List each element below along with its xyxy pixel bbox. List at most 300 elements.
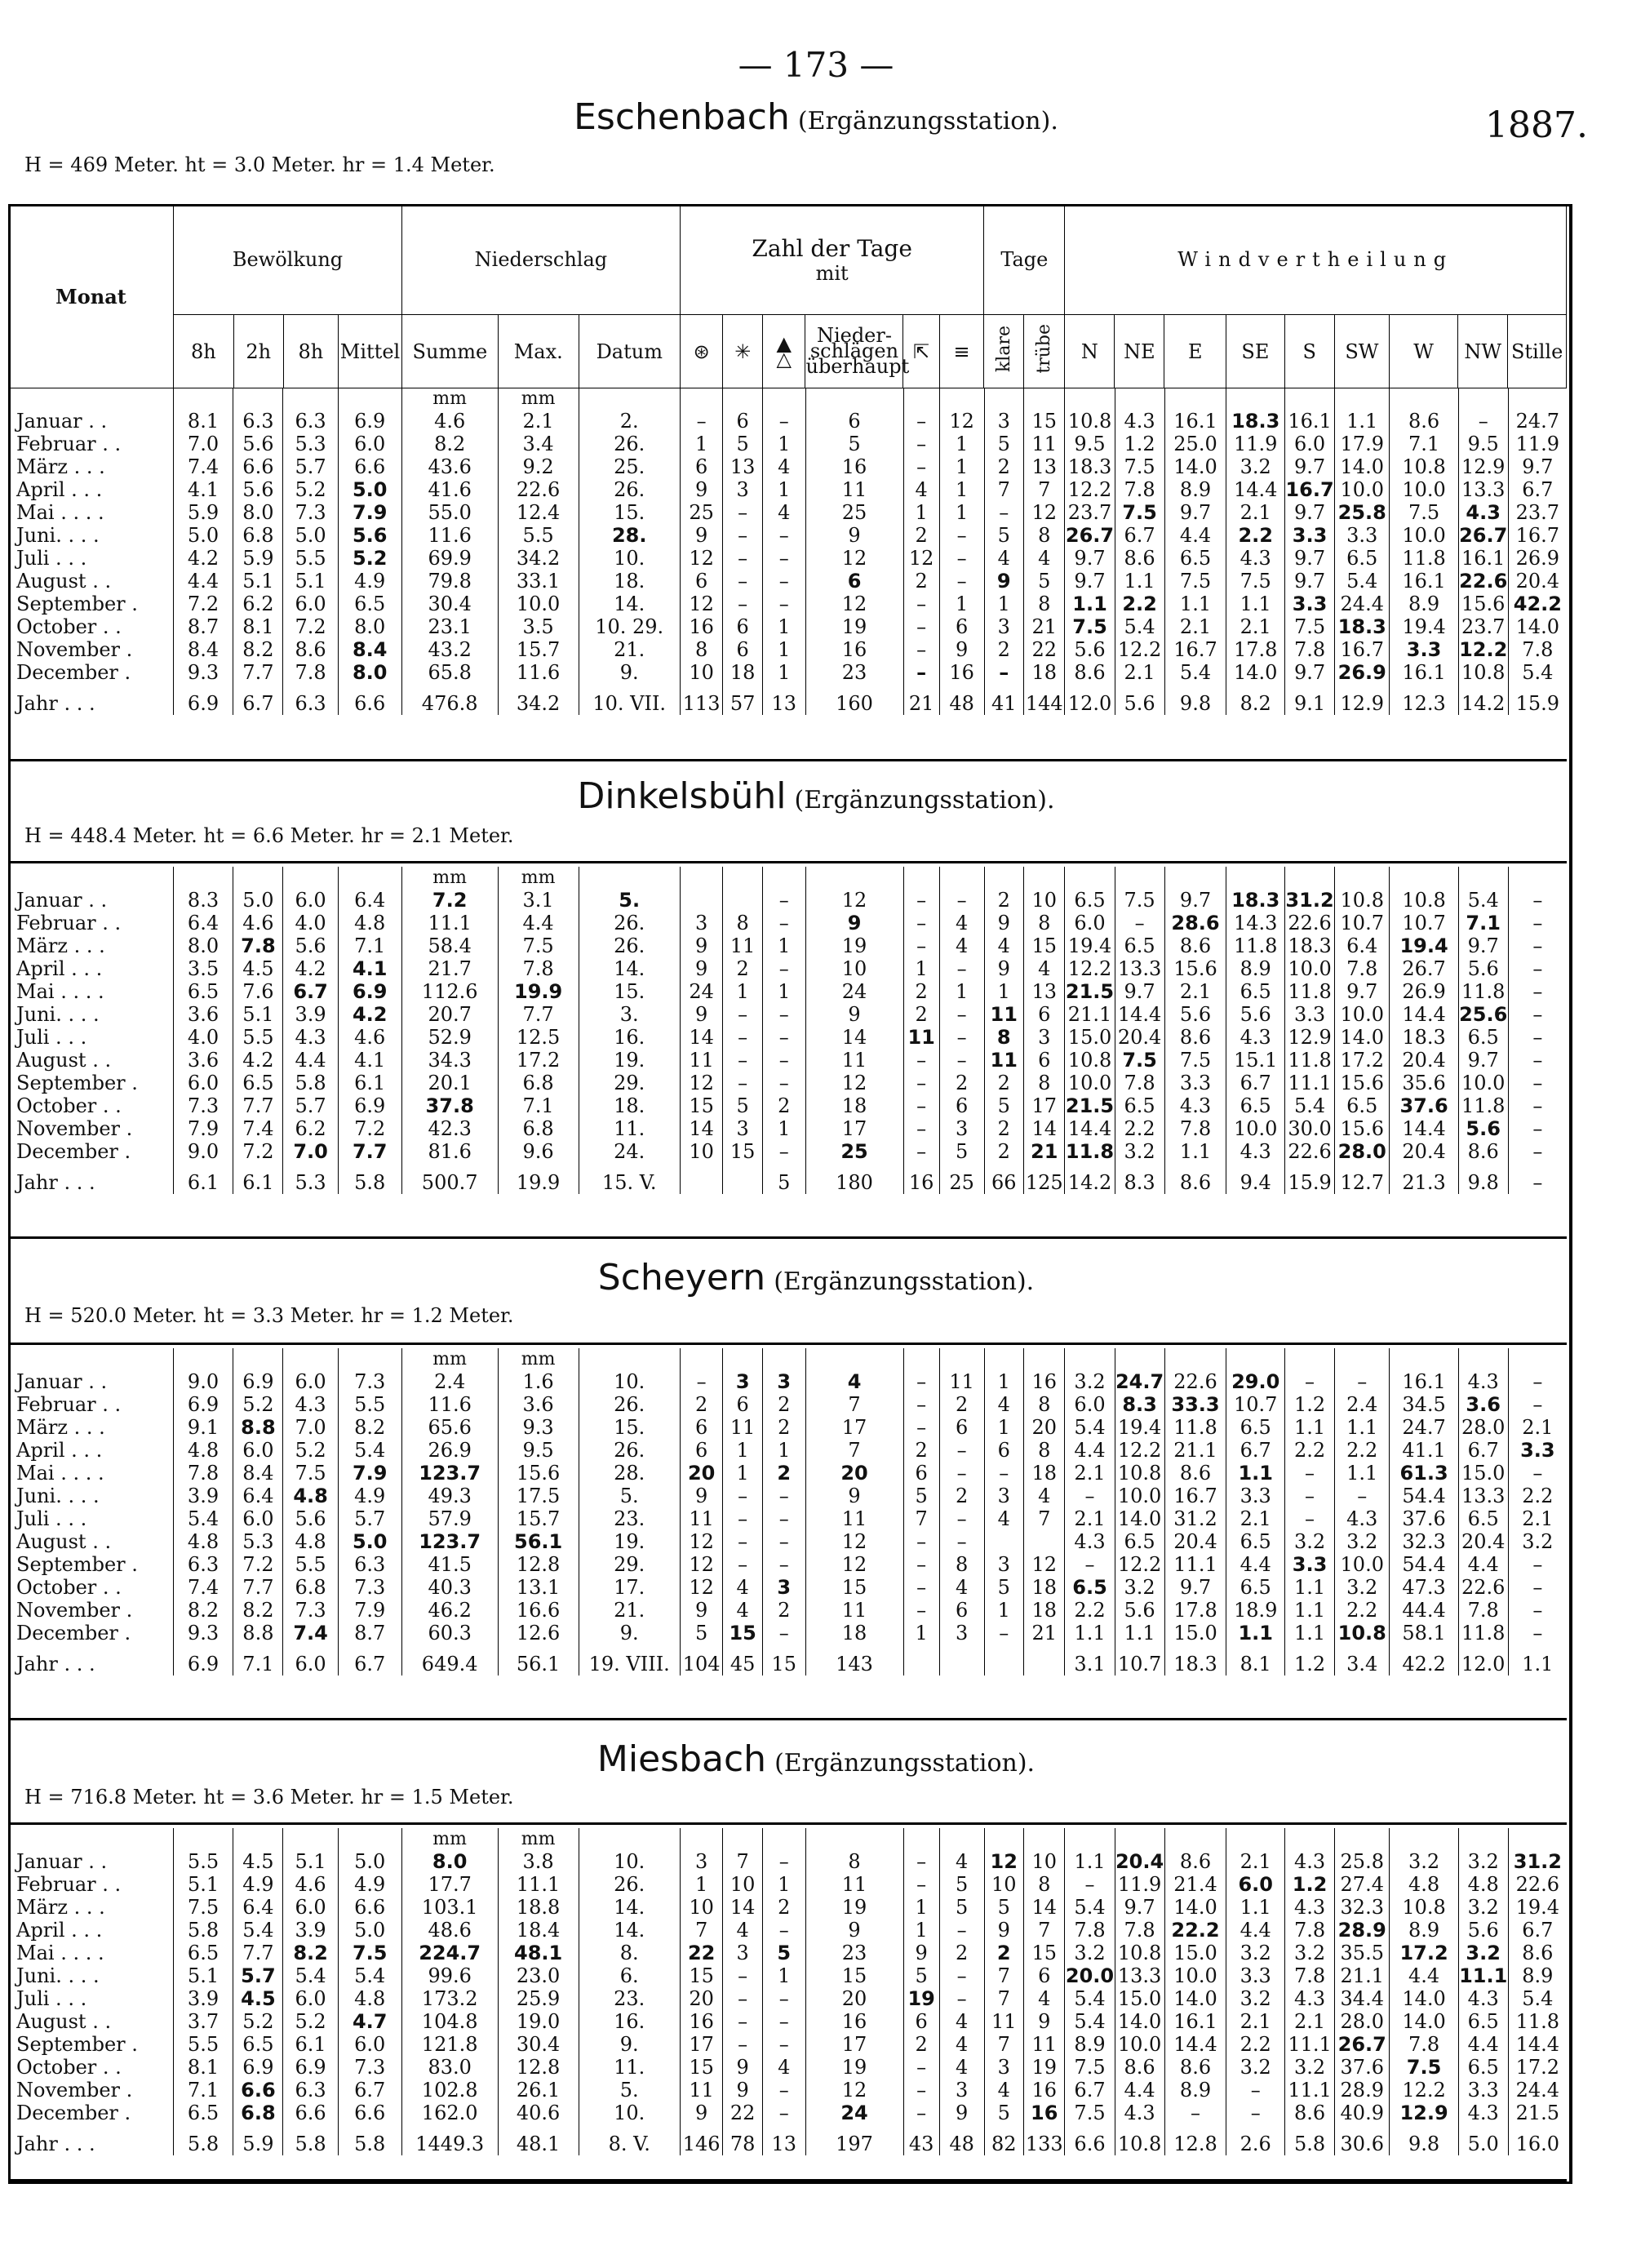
table-cell: 19. xyxy=(579,1049,680,1072)
table-cell: 10.8 xyxy=(1458,661,1508,684)
table-cell: – xyxy=(762,1987,805,2010)
emphasized-value: 12 xyxy=(990,1850,1018,1873)
emphasized-value: 22 xyxy=(687,1942,716,1964)
table-cell: 12 xyxy=(680,1530,723,1553)
table-cell: 2.1 xyxy=(1226,2010,1285,2033)
table-cell: 7.1 xyxy=(233,1644,283,1675)
table-cell xyxy=(233,1987,283,2010)
table-cell: 7.5 xyxy=(1164,1049,1226,1072)
emphasized-value: 8.3 xyxy=(1122,1393,1157,1416)
table-cell: 4 xyxy=(1023,957,1065,980)
table-cell: 20.4 xyxy=(1390,1049,1458,1072)
emphasized-value: 5.6 xyxy=(1466,1117,1501,1140)
table-row xyxy=(8,934,1567,957)
table-cell: – xyxy=(903,1873,939,1896)
month-label: Februar . . xyxy=(16,912,122,934)
table-cell: 7.3 xyxy=(283,1599,338,1622)
table-cell: 5.8 xyxy=(338,2124,401,2155)
table-cell xyxy=(723,889,762,912)
table-row xyxy=(8,433,1567,455)
table-cell: 4 xyxy=(939,2010,984,2033)
table-cell: 2 xyxy=(984,1072,1023,1094)
table-cell: – xyxy=(1065,1873,1115,1896)
table-cell: 10.8 xyxy=(1065,410,1115,433)
table-cell: 41.5 xyxy=(401,1553,498,1576)
table-cell xyxy=(1458,570,1508,593)
table-row xyxy=(8,1942,1567,1964)
table-cell: – xyxy=(762,1622,805,1644)
table-cell: – xyxy=(723,1072,762,1094)
table-cell: – xyxy=(762,547,805,570)
table-cell: 8. xyxy=(579,1942,680,1964)
table-cell: 3.2 xyxy=(1285,1530,1335,1553)
table-cell: 12 xyxy=(1023,501,1065,524)
table-cell: 3.3 xyxy=(1335,524,1390,547)
table-cell: 11.9 xyxy=(1115,1873,1164,1896)
table-cell: 9.7 xyxy=(1164,1576,1226,1599)
table-cell: 8 xyxy=(1023,1439,1065,1462)
table-cell: 23. xyxy=(579,1987,680,2010)
table-cell: – xyxy=(1285,1507,1335,1530)
table-cell: 16 xyxy=(805,2010,903,2033)
unit-cell xyxy=(338,388,401,410)
table-cell: 5.4 xyxy=(1115,615,1164,638)
table-cell: 12.2 xyxy=(1115,1439,1164,1462)
table-cell: 4.3 xyxy=(1115,410,1164,433)
table-cell xyxy=(338,524,401,547)
table-cell: 25.8 xyxy=(1335,1850,1390,1873)
table-cell: – xyxy=(680,1370,723,1393)
table-cell xyxy=(680,1942,723,1964)
table-cell: – xyxy=(903,889,939,912)
table-cell: 13 xyxy=(1023,980,1065,1003)
table-cell: 5.4 xyxy=(1164,661,1226,684)
table-cell: 16 xyxy=(1023,2079,1065,2102)
table-row xyxy=(8,2102,1567,2124)
table-cell: 8.8 xyxy=(233,1622,283,1644)
klare-label: klare xyxy=(993,325,1014,373)
table-cell: 8.1 xyxy=(233,615,283,638)
table-row xyxy=(8,455,1567,478)
table-cell: – xyxy=(723,1987,762,2010)
table-cell: 57.9 xyxy=(401,1507,498,1530)
unit-cell xyxy=(8,1828,173,1850)
emphasized-value: 123.7 xyxy=(419,1530,481,1553)
table-cell: 2 xyxy=(939,1393,984,1416)
table-row xyxy=(8,661,1567,684)
table-cell: 4.9 xyxy=(338,570,401,593)
table-cell: 1 xyxy=(762,478,805,501)
emphasized-value: 7.5 xyxy=(1072,615,1107,638)
table-cell: 6.9 xyxy=(283,2056,338,2079)
table-row xyxy=(8,1072,1567,1094)
table-cell: 7.8 xyxy=(1115,1919,1164,1942)
table-cell: 7.5 xyxy=(1115,889,1164,912)
table-cell: 5.0 xyxy=(283,524,338,547)
emphasized-value: 61.3 xyxy=(1399,1462,1448,1485)
table-cell: 15.6 xyxy=(1335,1072,1390,1094)
emphasized-value: 7.8 xyxy=(241,934,276,957)
table-row xyxy=(8,1439,1567,1462)
table-cell: 5.6 xyxy=(1065,638,1115,661)
unit-cell: mm xyxy=(401,388,498,410)
table-cell: 3.9 xyxy=(283,1919,338,1942)
table-cell: 6.5 xyxy=(1226,1530,1285,1553)
emphasized-value: 7.9 xyxy=(352,501,388,524)
table-cell: 41 xyxy=(984,684,1023,715)
table-cell: 5. xyxy=(579,2079,680,2102)
table-cell: 4.9 xyxy=(338,1873,401,1896)
table-cell: 15.9 xyxy=(1285,1163,1335,1194)
table-cell: 11 xyxy=(723,934,762,957)
table-cell xyxy=(984,1049,1023,1072)
table-row xyxy=(8,912,1567,934)
table-cell: – xyxy=(1458,410,1508,433)
unit-cell xyxy=(984,867,1023,889)
table-cell: 48 xyxy=(939,2124,984,2155)
col-wind-n: N xyxy=(1065,315,1115,388)
table-cell: 2.1 xyxy=(1065,1507,1115,1530)
table-cell: 2 xyxy=(680,1393,723,1416)
year-total-row xyxy=(8,684,1567,715)
table-cell: 16.0 xyxy=(1508,2124,1567,2155)
table-cell: 16.7 xyxy=(1164,1485,1226,1507)
month-label: September . xyxy=(16,2033,138,2056)
table-cell xyxy=(903,1026,939,1049)
col-wind-ne: NE xyxy=(1115,315,1164,388)
table-cell: 15 xyxy=(762,1644,805,1675)
table-cell: 2 xyxy=(984,1117,1023,1140)
emphasized-value: 5.2 xyxy=(352,547,388,570)
table-cell: 25. xyxy=(579,455,680,478)
table-cell xyxy=(1458,1964,1508,1987)
unit-row xyxy=(8,867,1567,889)
table-cell: 11 xyxy=(805,1507,903,1530)
table-cell xyxy=(1458,1942,1508,1964)
table-cell: 19 xyxy=(805,615,903,638)
table-cell: 8.6 xyxy=(1164,1850,1226,1873)
table-cell: 18. xyxy=(579,570,680,593)
table-cell xyxy=(1335,1919,1390,1942)
table-cell: 3.2 xyxy=(1065,1942,1115,1964)
table-cell: 18 xyxy=(1023,1599,1065,1622)
unit-cell xyxy=(233,1348,283,1370)
table-cell: 8.4 xyxy=(233,1462,283,1485)
table-cell: 14. xyxy=(579,1919,680,1942)
table-cell: 8 xyxy=(1023,1873,1065,1896)
emphasized-value: 3.6 xyxy=(1466,1393,1501,1416)
table-cell: 9 xyxy=(984,912,1023,934)
table-cell xyxy=(1458,1003,1508,1026)
table-cell: 12 xyxy=(1023,1553,1065,1576)
table-cell: 6 xyxy=(1023,1003,1065,1026)
table-cell: 6.5 xyxy=(173,2102,233,2124)
table-cell: 7.7 xyxy=(498,1003,579,1026)
section-divider xyxy=(8,1236,1567,1239)
table-cell: 1.1 xyxy=(1115,570,1164,593)
table-cell: 5.2 xyxy=(233,1393,283,1416)
table-cell: 7.7 xyxy=(233,1576,283,1599)
table-cell: 12 xyxy=(805,547,903,570)
table-cell: 21.1 xyxy=(1164,1439,1226,1462)
table-cell: – xyxy=(1065,1485,1115,1507)
unit-cell xyxy=(723,388,762,410)
table-cell: 9. xyxy=(579,2033,680,2056)
table-cell: 26. xyxy=(579,934,680,957)
table-cell: 18 xyxy=(1023,1462,1065,1485)
table-cell: 15.9 xyxy=(1508,684,1567,715)
table-cell: 5.4 xyxy=(1065,2010,1115,2033)
table-cell: 12.8 xyxy=(498,1553,579,1576)
table-cell: 14. xyxy=(579,593,680,615)
emphasized-value: 18.3 xyxy=(1337,615,1386,638)
table-cell xyxy=(338,1003,401,1026)
table-cell: 11.1 xyxy=(1285,2079,1335,2102)
table-cell: 4 xyxy=(723,1576,762,1599)
table-cell: 476.8 xyxy=(401,684,498,715)
month-label: September . xyxy=(16,1072,138,1094)
table-cell: 6 xyxy=(903,1462,939,1485)
year-label: Jahr . . . xyxy=(16,2133,95,2155)
table-cell: – xyxy=(903,1140,939,1163)
emphasized-value: – xyxy=(916,661,927,684)
table-row xyxy=(8,524,1567,547)
table-cell: 6.0 xyxy=(1285,433,1335,455)
unit-cell xyxy=(1508,388,1567,410)
table-cell: 1449.3 xyxy=(401,2124,498,2155)
table-cell: 7.5 xyxy=(173,1896,233,1919)
table-cell: 3.2 xyxy=(1226,2056,1285,2079)
table-cell: 9 xyxy=(805,524,903,547)
table-row xyxy=(8,980,1567,1003)
table-cell: 5 xyxy=(984,1094,1023,1117)
table-cell: 4 xyxy=(984,2079,1023,2102)
table-cell: 26. xyxy=(579,1393,680,1416)
table-cell: 34.5 xyxy=(1390,1393,1458,1416)
table-cell: 83.0 xyxy=(401,2056,498,2079)
table-cell: 10.8 xyxy=(1115,1462,1164,1485)
table-cell: 15.0 xyxy=(1164,1942,1226,1964)
table-cell: 11.8 xyxy=(1458,1094,1508,1117)
table-cell: 9.1 xyxy=(173,1416,233,1439)
table-cell: 56.1 xyxy=(498,1644,579,1675)
table-cell xyxy=(1335,1140,1390,1163)
table-cell: – xyxy=(762,593,805,615)
table-cell: 23. xyxy=(579,1507,680,1530)
table-cell: – xyxy=(1508,1599,1567,1622)
table-cell: 3 xyxy=(723,1942,762,1964)
table-cell: 7 xyxy=(723,1850,762,1873)
table-cell: 4 xyxy=(984,934,1023,957)
table-cell: – xyxy=(1508,980,1567,1003)
unit-cell xyxy=(1115,1348,1164,1370)
table-cell: 19.4 xyxy=(1390,615,1458,638)
table-cell: 7.1 xyxy=(498,1094,579,1117)
table-cell: 6.4 xyxy=(233,1896,283,1919)
table-cell: 10.7 xyxy=(1115,1644,1164,1675)
table-cell: – xyxy=(903,2079,939,2102)
table-cell: – xyxy=(903,1553,939,1576)
table-cell: 3.4 xyxy=(1335,1644,1390,1675)
table-cell xyxy=(762,1370,805,1393)
table-cell: 2. xyxy=(579,410,680,433)
unit-cell xyxy=(173,1828,233,1850)
table-cell: 10.7 xyxy=(1390,912,1458,934)
unit-cell xyxy=(903,1348,939,1370)
table-cell: 2 xyxy=(762,1599,805,1622)
table-cell: – xyxy=(762,1485,805,1507)
unit-cell xyxy=(939,388,984,410)
year-total-row xyxy=(8,1644,1567,1675)
table-cell: 8.4 xyxy=(173,638,233,661)
header-zahl-label: Zahl der Tage xyxy=(752,234,912,262)
table-cell: 7.8 xyxy=(1390,2033,1458,2056)
table-cell: 21 xyxy=(903,684,939,715)
station-table-dinkelsbuehl xyxy=(8,867,1567,1194)
table-cell xyxy=(939,1644,984,1675)
table-cell: 8.2 xyxy=(173,1599,233,1622)
unit-cell xyxy=(1115,1828,1164,1850)
unit-cell xyxy=(1023,1828,1065,1850)
emphasized-value: 12.9 xyxy=(1399,2102,1448,2124)
table-cell: 15 xyxy=(805,1576,903,1599)
table-row xyxy=(8,1485,1567,1507)
table-cell: 5.1 xyxy=(173,1873,233,1896)
table-row xyxy=(8,410,1567,433)
table-cell: – xyxy=(939,1439,984,1462)
table-cell: 13.3 xyxy=(1115,1964,1164,1987)
month-label: October . . xyxy=(16,615,122,638)
header-mit-label: mit xyxy=(815,261,849,285)
table-cell: 11.8 xyxy=(1458,980,1508,1003)
table-cell: 5.9 xyxy=(233,547,283,570)
table-cell xyxy=(903,1644,939,1675)
table-cell: 6 xyxy=(805,410,903,433)
table-cell: 18 xyxy=(1023,661,1065,684)
table-cell: – xyxy=(903,433,939,455)
table-cell: 9.7 xyxy=(1508,455,1567,478)
month-label: Juli . . . xyxy=(16,1987,87,2010)
table-cell: 11. xyxy=(579,2056,680,2079)
table-cell: 3 xyxy=(984,410,1023,433)
table-cell: 3 xyxy=(984,1553,1023,1576)
table-cell: 5.6 xyxy=(283,934,338,957)
unit-cell xyxy=(173,1348,233,1370)
station-heights: H = 448.4 Meter. ht = 6.6 Meter. hr = 2.1 Meter. xyxy=(24,824,514,847)
emphasized-value: 9 xyxy=(996,570,1011,593)
table-cell: 43 xyxy=(903,2124,939,2155)
table-cell: – xyxy=(723,1003,762,1026)
table-cell: 6.0 xyxy=(338,2033,401,2056)
table-cell: 4.4 xyxy=(1115,2079,1164,2102)
table-cell: 6.4 xyxy=(1335,934,1390,957)
unit-cell xyxy=(1164,1348,1226,1370)
table-cell xyxy=(1115,1370,1164,1393)
unit-cell xyxy=(1065,867,1115,889)
table-cell: 8.6 xyxy=(1458,1140,1508,1163)
unit-cell xyxy=(1508,1828,1567,1850)
table-cell: 14.0 xyxy=(1335,1026,1390,1049)
emphasized-value: 20.4 xyxy=(1115,1850,1164,1873)
month-label: Mai . . . . xyxy=(16,1942,104,1964)
table-cell: 14 xyxy=(723,1896,762,1919)
table-cell: 6.5 xyxy=(1226,1094,1285,1117)
emphasized-value: 11 xyxy=(990,1049,1018,1072)
table-cell xyxy=(401,1094,498,1117)
table-row xyxy=(8,1896,1567,1919)
section-divider xyxy=(8,1343,1567,1345)
emphasized-value: 25 xyxy=(840,1140,868,1163)
table-cell: 22.6 xyxy=(1285,1140,1335,1163)
table-row xyxy=(8,1873,1567,1896)
table-cell: 9.8 xyxy=(1390,2124,1458,2155)
table-cell: 31.2 xyxy=(1164,1507,1226,1530)
table-cell: 4.3 xyxy=(1285,1987,1335,2010)
table-cell: 12.9 xyxy=(1285,1026,1335,1049)
table-cell: 5.9 xyxy=(173,501,233,524)
table-cell: 14.0 xyxy=(1115,2010,1164,2033)
table-cell xyxy=(1023,1140,1065,1163)
unit-cell xyxy=(1285,388,1335,410)
table-cell: 18.3 xyxy=(1285,934,1335,957)
table-cell: 160 xyxy=(805,684,903,715)
table-cell: – xyxy=(939,1049,984,1072)
table-cell xyxy=(805,1140,903,1163)
table-cell: 7 xyxy=(984,2033,1023,2056)
table-cell: 5 xyxy=(723,1094,762,1117)
table-cell xyxy=(498,980,579,1003)
month-label: September . xyxy=(16,593,138,615)
table-cell: 1 xyxy=(903,1896,939,1919)
table-cell: 4 xyxy=(984,547,1023,570)
table-cell: 4.6 xyxy=(338,1026,401,1049)
table-cell: – xyxy=(939,1507,984,1530)
month-label: November . xyxy=(16,1599,133,1622)
table-cell: 8. V. xyxy=(579,2124,680,2155)
table-cell: 13 xyxy=(723,455,762,478)
year-label: 1887. xyxy=(1485,104,1588,146)
table-cell xyxy=(984,1026,1023,1049)
table-cell: 6.2 xyxy=(283,1117,338,1140)
table-cell: 11.8 xyxy=(1285,1049,1335,1072)
table-cell: 3.2 xyxy=(1335,1530,1390,1553)
table-cell: 6 xyxy=(1023,1964,1065,1987)
unit-cell xyxy=(1335,1828,1390,1850)
table-cell: 4.8 xyxy=(283,1530,338,1553)
table-cell: 54.4 xyxy=(1390,1553,1458,1576)
month-label: März . . . xyxy=(16,1416,105,1439)
emphasized-value: 28.9 xyxy=(1337,1919,1386,1942)
table-cell: 1.1 xyxy=(1508,1644,1567,1675)
emphasized-value: 4.2 xyxy=(352,1003,388,1026)
table-cell: 5.5 xyxy=(233,1026,283,1049)
table-cell: 6 xyxy=(723,410,762,433)
table-cell: 2.1 xyxy=(1226,1507,1285,1530)
table-cell: 57 xyxy=(723,684,762,715)
table-cell: 8.0 xyxy=(233,501,283,524)
unit-cell xyxy=(762,1348,805,1370)
unit-cell xyxy=(1390,388,1458,410)
col-wind-stille: Stille xyxy=(1508,315,1567,388)
table-cell: 6.5 xyxy=(1458,1507,1508,1530)
emphasized-value: 11 xyxy=(990,1003,1018,1026)
table-cell: 102.8 xyxy=(401,2079,498,2102)
table-cell: 9.5 xyxy=(1065,433,1115,455)
table-cell: 3.6 xyxy=(498,1393,579,1416)
table-cell: 4 xyxy=(1023,1987,1065,2010)
table-cell: 7 xyxy=(1023,1507,1065,1530)
emphasized-value: 3.3 xyxy=(1292,1553,1328,1576)
